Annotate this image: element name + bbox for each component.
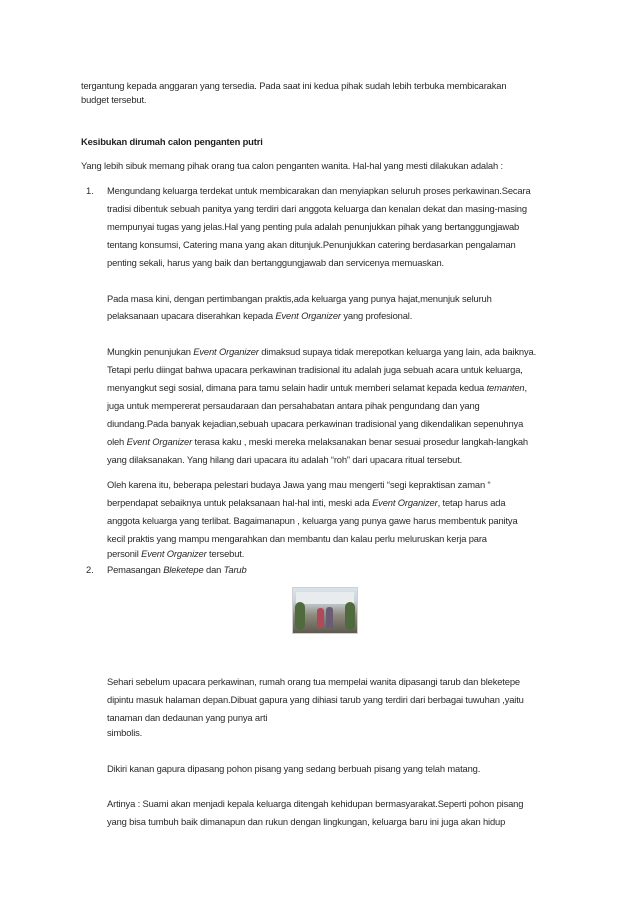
p4-2-post: , tetap harus ada [437, 497, 506, 508]
p6-line-1: Dikiri kanan gapura dipasang pohon pisang yang sedang berbuah pisang yang telah matang. [107, 763, 481, 774]
p4-line-3: anggota keluarga yang terlibat. Bagaimanapun , keluarga yang punya gawe harus membentuk panitya [107, 515, 518, 526]
p3-line-6 [107, 436, 528, 448]
list-number-2: 2. [86, 564, 94, 575]
p4-line-1: Oleh karena itu, beberapa pelestari budaya Jawa yang mau mengerti “segi kepraktisan zaman “ [107, 479, 491, 490]
item2-title [107, 564, 247, 576]
p5-line-2: dipintu masuk halaman depan.Dibuat gapura yang dihiasi tarub yang terdiri dari berbagai tuwuhan ,yaitu [107, 694, 524, 705]
p3-line-2: Tetapi perlu diingat bahwa upacara perkawinan tradisional itu adalah juga sebuah acara untuk keluarga, [107, 364, 523, 375]
p3-6-post: terasa kaku , meski mereka melaksanakan benar sesuai prosedur langkah-langkah [192, 436, 528, 447]
intro-line-2: budget tersebut. [81, 94, 147, 105]
p5-line-3: tanaman dan dedaunan yang punya arti [107, 712, 268, 723]
p4-5-em: Event Organizer [141, 548, 207, 559]
p7-line-1: Artinya : Suami akan menjadi kepala keluarga ditengah kehidupan bermasyarakat.Seperti pohon pisang [107, 798, 524, 809]
p3-1-post: dimaksud supaya tidak merepotkan keluarga yang lain, ada baiknya. [258, 346, 537, 357]
photo-plant-right [345, 602, 355, 630]
p3-3-post: , [524, 382, 527, 393]
p3-1-pre: Mungkin penunjukan [107, 346, 194, 357]
p4-line-2 [107, 497, 505, 509]
item1-line-5: penting sekali, harus yang baik dan bertanggungjawab dan servicenya memuaskan. [107, 257, 444, 268]
item2-em-1: Bleketepe [163, 564, 204, 575]
item2-pre: Pemasangan [107, 564, 164, 575]
p2-line-1: Pada masa kini, dengan pertimbangan praktis,ada keluarga yang punya hajat,menunjuk seluruh [107, 293, 492, 304]
p3-line-1 [107, 346, 536, 358]
item1-line-3: mempunyai tugas yang jelas.Hal yang penting pula adalah penunjukkan pihak yang bertanggungjawab [107, 221, 520, 232]
p2-line-2 [107, 310, 412, 322]
p4-5-post: tersebut. [206, 548, 245, 559]
intro-line-1: tergantung kepada anggaran yang tersedia. Pada saat ini kedua pihak sudah lebih terbuka membicarakan [81, 80, 507, 91]
lead-paragraph: Yang lebih sibuk memang pihak orang tua calon penganten wanita. Hal-hal yang mesti dilakukan adalah : [81, 160, 503, 171]
photo-plant-left [295, 602, 305, 630]
p4-2-em: Event Organizer [372, 497, 438, 508]
photo-figure-2 [326, 607, 333, 628]
p3-3-em: temanten [486, 382, 525, 393]
p3-line-7: yang dilaksanakan. Yang hilang dari upacara itu adalah “roh” dari upacara ritual tersebut. [107, 454, 463, 465]
p2-text-pre: pelaksanaan upacara diserahkan kepada [107, 310, 276, 321]
p3-line-4: juga untuk mempererat persaudaraan dan persahabatan antara pihak pengundang dan yang [107, 400, 480, 411]
p3-line-3 [107, 382, 527, 394]
item2-mid: dan [203, 564, 224, 575]
photo-figure-1 [317, 608, 324, 628]
p4-line-4: kecil praktis yang mampu mengarahkan dan membantu dan kalau perlu meluruskan kerja para [107, 533, 487, 544]
p3-6-pre: oleh [107, 436, 127, 447]
item2-em-2: Tarub [223, 564, 247, 575]
p7-line-2: yang bisa tumbuh baik dimanapun dan rukun dengan lingkungan, keluarga baru ini juga akan hidup [107, 816, 506, 827]
section-heading: Kesibukan dirumah calon penganten putri [81, 136, 263, 147]
p3-line-5: diundang.Pada banyak kejadian,sebuah upacara perkawinan tradisional yang dikendalikan sepenuhnya [107, 418, 524, 429]
p5-line-4: simbolis. [107, 727, 143, 738]
item1-line-1: Mengundang keluarga terdekat untuk membicarakan dan menyiapkan seluruh proses perkawinan.Secara [107, 185, 531, 196]
item1-line-2: tradisi dibentuk sebuah panitya yang terdiri dari anggota keluarga dan kenalan dekat dan masing-masing [107, 203, 527, 214]
wedding-gate-photo [292, 587, 358, 634]
p3-6-em: Event Organizer [126, 436, 193, 447]
p4-line-5 [107, 548, 244, 560]
p2-text-em: Event Organizer [275, 310, 341, 321]
p4-5-pre: personil [107, 548, 142, 559]
p3-1-em: Event Organizer [193, 346, 259, 357]
item1-line-4: tentang konsumsi, Catering mana yang akan ditunjuk.Penunjukkan catering berdasarkan pengalaman [107, 239, 516, 250]
p2-text-post: yang profesional. [340, 310, 413, 321]
p5-line-1: Sehari sebelum upacara perkawinan, rumah orang tua mempelai wanita dipasangi tarub dan bleketepe [107, 676, 520, 687]
list-number-1: 1. [86, 185, 94, 196]
p4-2-pre: berpendapat sebaiknya untuk pelaksanaan hal-hal inti, meski ada [107, 497, 373, 508]
p3-3-pre: menyangkut segi sosial, dimana para tamu selain hadir untuk memberi selamat kepada kedua [107, 382, 487, 393]
